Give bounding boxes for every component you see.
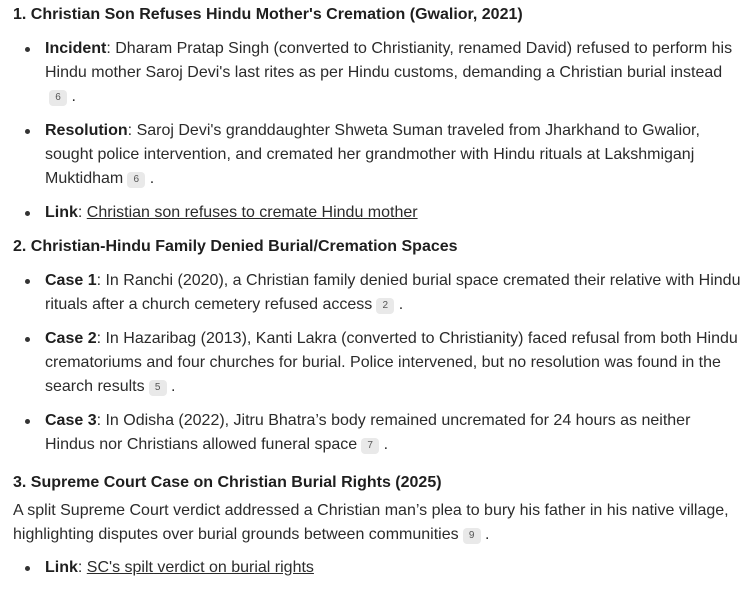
citation-badge[interactable]: 7 (361, 438, 379, 454)
item-separator: : (77, 559, 87, 576)
item-label: Resolution (45, 122, 128, 139)
item-label: Link (45, 204, 78, 221)
citation-badge[interactable]: 5 (149, 380, 167, 396)
item-label: Case 1 (45, 272, 97, 289)
bullet-list (13, 269, 743, 457)
section-heading: 2. Christian-Hindu Family Denied Burial/Cremation Spaces (13, 238, 458, 255)
citation-badge[interactable]: 6 (49, 90, 67, 106)
list-item (13, 556, 743, 580)
item-label: Case 3 (45, 412, 97, 429)
citation-badge[interactable]: 6 (127, 172, 145, 188)
item-separator: : (77, 204, 87, 221)
source-link[interactable]: Christian son refuses to cremate Hindu mother (86, 204, 418, 221)
item-label: Incident (45, 40, 107, 57)
list-item: Case 2: In Hazaribag (2013), Kanti Lakra (converted to Christianity) faced refusal from both Hindu crematoriums and four churches for burial. Police intervened, but no resolution was found in the search results 5 . (13, 327, 743, 399)
list-item: Case 1: In Ranchi (2020), a Christian family denied burial space cremated their relative with Hindu rituals after a church cemetery refused access 2 . (13, 269, 743, 317)
list-item (13, 201, 743, 225)
item-label: Case 2 (45, 330, 97, 347)
section-heading: 1. Christian Son Refuses Hindu Mother's Cremation (Gwalior, 2021) (13, 6, 523, 23)
source-link[interactable]: SC's spilt verdict on burial rights (86, 559, 314, 576)
list-item: Incident: Dharam Pratap Singh (converted to Christianity, renamed David) refused to perform his Hindu mother Saroj Devi's last rites as per Hindu customs, demanding a Christian burial instead6 . (13, 37, 743, 109)
item-text: : Dharam Pratap Singh (converted to Christianity, renamed David) refused to perform his Hindu mother Saroj Devi's last rites as per Hindu customs, demanding a Christian burial instead (45, 40, 733, 81)
item-text: : In Odisha (2022), Jitru Bhatra’s body remained uncremated for 24 hours as neither Hindus nor Christians allowed funeral space (45, 412, 691, 453)
list-item: Resolution: Saroj Devi's granddaughter Shweta Suman traveled from Jharkhand to Gwalior, sought police intervention, and cremated her grandmother with Hindu rituals at Lakshmiganj Muktidham 6 . (13, 119, 743, 191)
list-item: Case 3: In Odisha (2022), Jitru Bhatra’s body remained uncremated for 24 hours as neither Hindus nor Christians allowed funeral space 7 . (13, 409, 743, 457)
item-text: : In Hazaribag (2013), Kanti Lakra (converted to Christianity) faced refusal from both Hindu crematoriums and four churches for burial. Police intervened, but no resolution was found in the search results (45, 330, 738, 395)
citation-badge[interactable]: 9 (463, 528, 481, 544)
section-paragraph: A split Supreme Court verdict addressed a Christian man’s plea to bury his father in his native village, highlighting disputes over burial grounds between communities 9 . (13, 502, 729, 543)
item-text: : In Ranchi (2020), a Christian family denied burial space cremated their relative with Hindu rituals after a church cemetery refused access (45, 272, 741, 313)
citation-badge[interactable]: 2 (376, 298, 394, 314)
paragraph-text: A split Supreme Court verdict addressed a Christian man’s plea to bury his father in his native village, highlighting disputes over burial grounds between communities (13, 502, 729, 543)
item-text: : Saroj Devi's granddaughter Shweta Suman traveled from Jharkhand to Gwalior, sought police intervention, and cremated her grandmother with Hindu rituals at Lakshmiganj Muktidham (45, 122, 700, 187)
bullet-list (13, 37, 743, 225)
section-heading: 3. Supreme Court Case on Christian Burial Rights (2025) (13, 474, 442, 491)
bullet-list (13, 556, 743, 580)
item-label: Link (45, 559, 78, 576)
